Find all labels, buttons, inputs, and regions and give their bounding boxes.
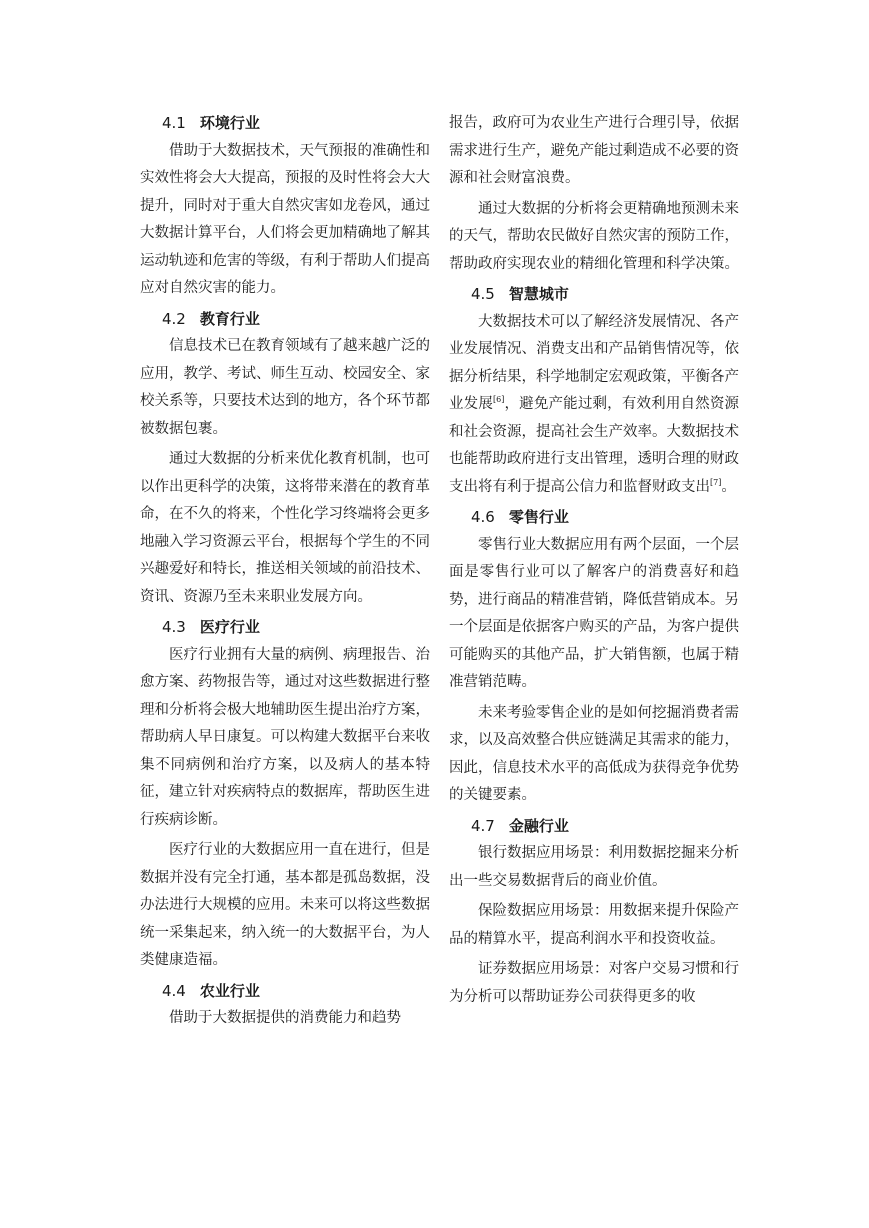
section-number: 4.6 bbox=[471, 508, 495, 526]
section-title: 教育行业 bbox=[199, 309, 260, 328]
section-number: 4.5 bbox=[471, 285, 495, 303]
paragraph: 借助于大数据提供的消费能力和趋势 bbox=[169, 1010, 401, 1026]
paragraph: 未来考验零售企业的是如何挖掘消费者需求，以及高效整合供应链满足其需求的能力，因此，信息技术水平的高低成为获得竞争优势的关键要素。 bbox=[449, 704, 739, 803]
section-heading-4-6 bbox=[449, 504, 739, 532]
paragraph: 医疗行业的大数据应用一直在进行，但是数据并没有完全打通，基本都是孤岛数据，没办法进行大规模的应用。未来可以将这些数据统一采集起来，纳入统一的大数据平台，为人类健康造福。 bbox=[140, 842, 430, 968]
left-column bbox=[140, 110, 430, 1036]
section-title: 智慧城市 bbox=[508, 285, 569, 303]
paragraph: 证券数据应用场景：对客户交易习惯和行为分析可以帮助证券公司获得更多的收 bbox=[449, 961, 739, 1005]
right-column bbox=[449, 110, 739, 1014]
text-segment: 。 bbox=[721, 478, 736, 495]
section-title: 环境行业 bbox=[199, 114, 260, 132]
section-heading-4-3 bbox=[140, 614, 430, 642]
paragraph: 通过大数据的分析来优化教育机制，也可以作出更科学的决策，这将带来潜在的教育革命，在不久的将来，个性化学习终端将会更多地融入学习资源云平台，根据每个学生的不同兴趣爱好和特长，推送相关领域的前沿技术、资讯、资源乃至未来职业发展方向。 bbox=[140, 451, 430, 605]
text-segment: ，避免产能过剩，有效利用自然资源和社会资源，提高社会生产效率。大数据技术也能帮助政府进行支出管理，透明合理的财政支出将有利于提高公信力和监督财政支出 bbox=[449, 396, 740, 495]
section-number: 4.7 bbox=[471, 816, 495, 835]
paragraph-continued: 报告，政府可为农业生产进行合理引导，依据需求进行生产，避免产能过剩造成不必要的资源和社会财富浪费。 bbox=[449, 115, 739, 186]
paragraph: 信息技术已在教育领域有了越来越广泛的应用，教学、考试、师生互动、校园安全、家校关系等，只要技术达到的地方，各个环节都被数据包裹。 bbox=[140, 338, 430, 437]
section-heading-4-7 bbox=[449, 813, 739, 841]
section-heading-4-5 bbox=[449, 281, 739, 309]
paragraph-with-citations bbox=[449, 309, 739, 502]
section-heading-4-1 bbox=[140, 110, 430, 138]
citation-ref: [6] bbox=[493, 395, 505, 405]
section-title: 农业行业 bbox=[199, 981, 260, 1000]
section-number: 4.2 bbox=[162, 309, 186, 328]
paragraph: 保险数据应用场景：用数据来提升保险产品的精算水平，提高利润水平和投资收益。 bbox=[449, 903, 739, 947]
paragraph: 通过大数据的分析将会更精确地预测未来的天气，帮助农民做好自然灾害的预防工作，帮助政府实现农业的精细化管理和科学决策。 bbox=[449, 200, 739, 272]
text-segment: 大数据技术可以了解经济发展情况、各产业发展情况、消费支出和产品销售情况等，依据分析结果，科学地制定宏观政策，平衡各产业发展 bbox=[449, 313, 739, 412]
section-title: 医疗行业 bbox=[199, 618, 260, 636]
section-title: 零售行业 bbox=[508, 508, 569, 526]
section-number: 4.1 bbox=[162, 114, 186, 132]
section-title: 金融行业 bbox=[508, 816, 569, 835]
section-heading-4-4 bbox=[140, 978, 430, 1006]
citation-ref: [7] bbox=[710, 477, 722, 487]
paragraph: 借助于大数据技术，天气预报的准确性和实效性将会大大提高，预报的及时性将会大大提升，同时对于重大自然灾害如龙卷风，通过大数据计算平台，人们将会更加精确地了解其运动轨迹和危害的等级，有利于帮助人们提高应对自然灾害的能力。 bbox=[140, 142, 430, 296]
section-number: 4.3 bbox=[162, 618, 186, 636]
paragraph: 医疗行业拥有大量的病例、病理报告、治愈方案、药物报告等，通过对这些数据进行整理和分析将会极大地辅助医生提出治疗方案，帮助病人早日康复。可以构建大数据平台来收集不同病例和治疗方案，以及病人的基本特征，建立针对疾病特点的数据库，帮助医生进行疾病诊断。 bbox=[140, 646, 430, 828]
paragraph: 零售行业大数据应用有两个层面，一个层面是零售行业可以了解客户的消费喜好和趋势，进行商品的精准营销，降低营销成本。另一个层面是依据客户购买的产品，为客户提供可能购买的其他产品，扩大销售额，也属于精准营销范畴。 bbox=[449, 536, 739, 690]
section-number: 4.4 bbox=[162, 981, 186, 1000]
paragraph: 银行数据应用场景：利用数据挖掘来分析出一些交易数据背后的商业价值。 bbox=[449, 845, 739, 889]
section-heading-4-2 bbox=[140, 306, 430, 334]
